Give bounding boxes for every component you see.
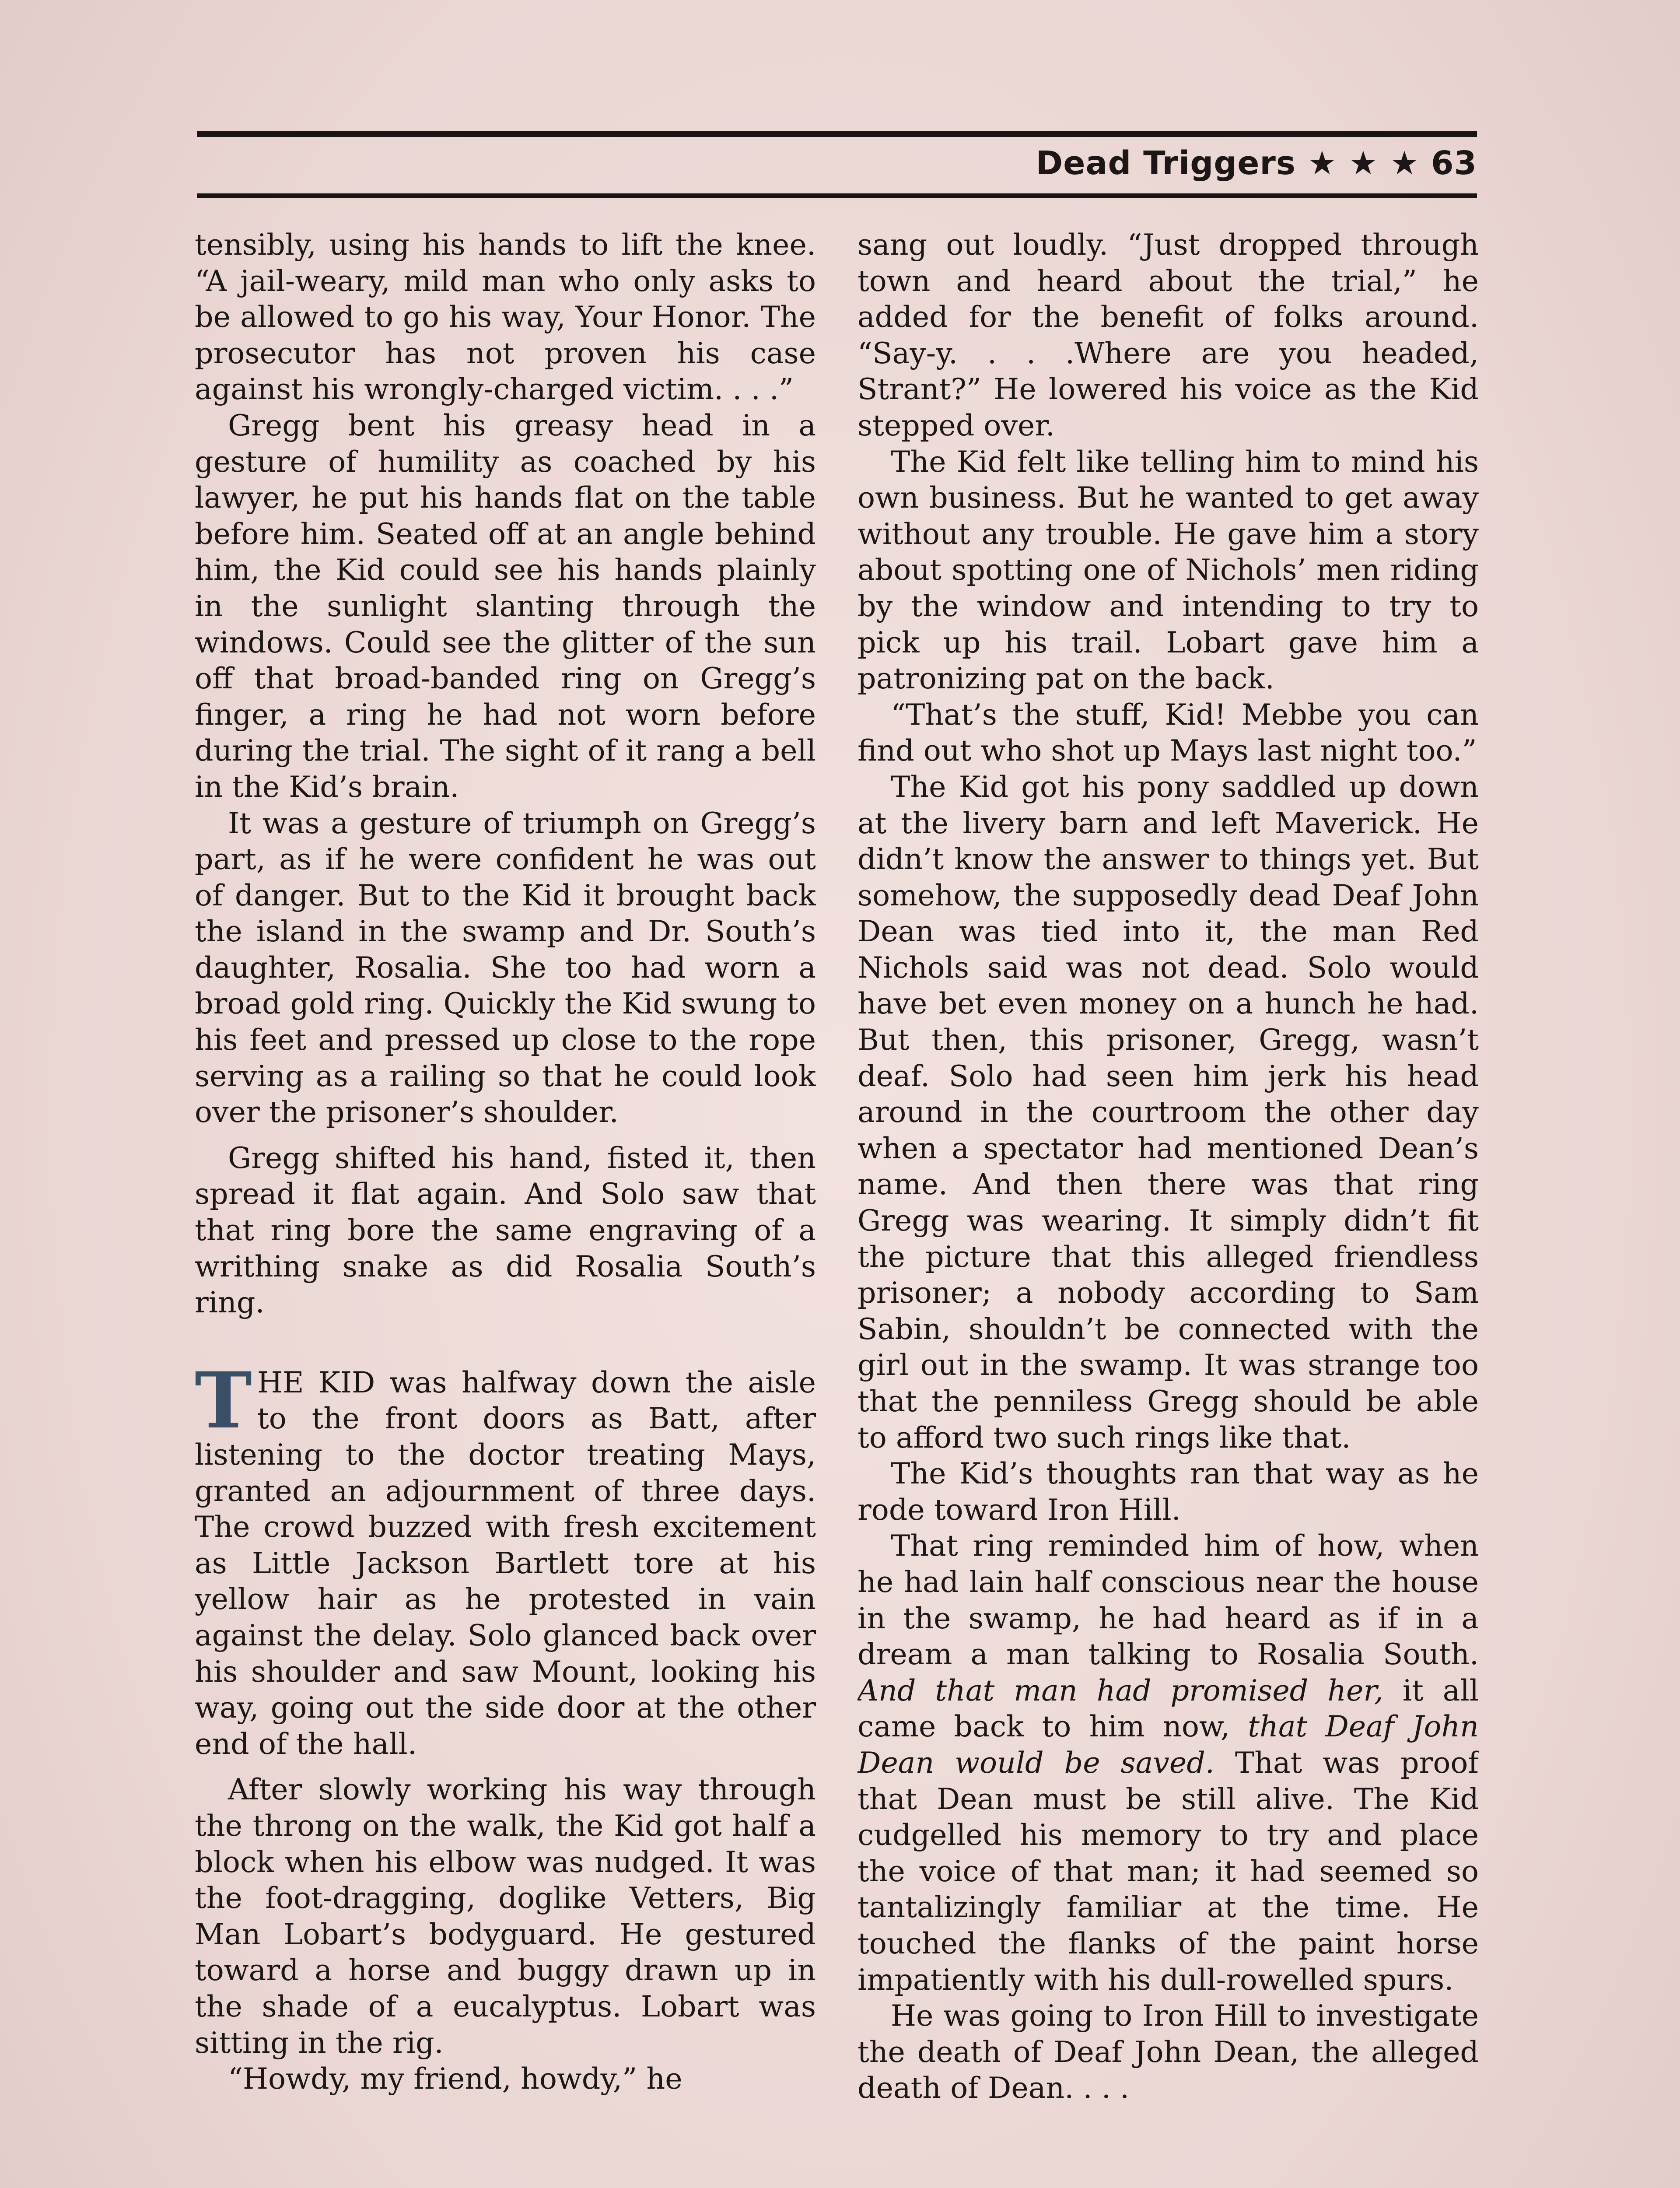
header-top-rule [197,131,1477,137]
paragraph: He was going to Iron Hill to investigate the death of Deaf John Dean, the alleged death of Dean. . . . [858,1999,1479,2105]
running-header: Dead Triggers ★ ★ ★ 63 [1036,144,1477,182]
paragraph: The Kid felt like telling him to mind his own business. But he wanted to get away without any trouble. He gave him a story about spotting one of Nichols’ men riding by the window and intending to try to pick up his trail. Lobart gave him a patronizing pat on the back. [858,444,1479,696]
paragraph-text: That ring reminded him of how, when he had lain half conscious near the house in the swamp, he had heard as if in a dream a man talking to Rosalia South. [858,1529,1479,1672]
paragraph: Gregg shifted his hand, fisted it, then spread it flat again. And Solo saw that that ring bore the same engraving of a writhing snake as did Rosalia South’s ring. [195,1140,816,1320]
paragraph: The Kid got his pony saddled up down at the livery barn and left Maverick. He didn’t know the answer to things yet. But somehow, the supposedly dead Deaf John Dean was tied into it, the man Red Nichols said was not dead. Solo would have bet even money on a hunch he had. But then, this prisoner, Gregg, wasn’t deaf. Solo had seen him jerk his head around in the courtroom the other day when a spectator had mentioned Dean’s name. And then there was that ring Gregg was wearing. It simply didn’t fit the picture that this alleged friendless prisoner; a nobody according to Sam Sabin, shouldn’t be connected with the girl out in the swamp. It was strange too that the penniless Gregg should be able to afford two such rings like that. [858,769,1479,1455]
right-column [858,227,1479,2188]
left-column [195,227,816,2188]
paragraph-text: it all came back to him now, [858,1673,1479,1744]
paragraph: The Kid’s thoughts ran that way as he rode toward Iron Hill. [858,1456,1479,1527]
paragraph: “Howdy, my friend, howdy,” he [228,2062,682,2096]
paragraph: “That’s the stuff, Kid! Mebbe you can find out who shot up Mays last night too.” [858,697,1479,768]
paragraph-text: That was proof that Dean must be still alive. The Kid cudgelled his memory to try and place the voice of that man; it had seemed so tantalizingly familiar at the time. He touched the flanks of the paint horse impatiently with his dull-rowelled spurs. [858,1745,1479,1997]
italic-text: And that man had promised her, [858,1673,1383,1708]
paragraph-text: HE KID was halfway down the aisle to the front doors as Batt, after listening to the doctor treating Mays, granted an adjournment of three days. The crowd buzzed with fresh excitement as Little Jackson Bartlett tore at his yellow hair as he protested in vain against the delay. Solo glanced back over his shoulder and saw Mount, looking his way, going out the side door at the other end of the hall. [195,1365,816,1761]
section-opening-paragraph [195,1355,816,1762]
paragraph: After slowly working his way through the throng on the walk, the Kid got half a block when his elbow was nudged. It was the foot-dragging, doglike Vetters, Big Man Lobart’s bodyguard. He gestured toward a horse and buggy drawn up in the shade of a eucalyptus. Lobart was sitting in the rig. [195,1772,816,2060]
paragraph: Gregg bent his greasy head in a gesture of humility as coached by his lawyer, he put his hands flat on the table before him. Seated off at an angle behind him, the Kid could see his hands plainly in the sunlight slanting through the windows. Could see the glitter of the sun off that broad-banded ring on Gregg’s finger, a ring he had not worn before during the trial. The sight of it rang a bell in the Kid’s brain. [195,408,816,804]
italic-text: that Deaf John Dean would be saved. [858,1709,1479,1780]
paragraph: sang out loudly. “Just dropped through town and heard about the trial,” he added for the benefit of folks around. “Say-y. . . .Where are you headed, Strant?” He lowered his voice as the Kid stepped over. [858,228,1479,442]
drop-cap: T [195,1355,252,1446]
paragraph: It was a gesture of triumph on Gregg’s part, as if he were confident he was out of danger. But to the Kid it brought back the island in the swamp and Dr. South’s daughter, Rosalia. She too had worn a broad gold ring. Quickly the Kid swung to his feet and pressed up close to the rope serving as a railing so that he could look over the prisoner’s shoulder. [195,806,816,1129]
paragraph [858,1528,1479,1998]
header-bottom-rule [197,193,1477,198]
paragraph: tensibly, using his hands to lift the knee. “A jail-weary, mild man who only asks to be allowed to go his way, Your Honor. The prosecutor has not proven his case against his wrongly-charged victim. . . .” [195,228,816,407]
